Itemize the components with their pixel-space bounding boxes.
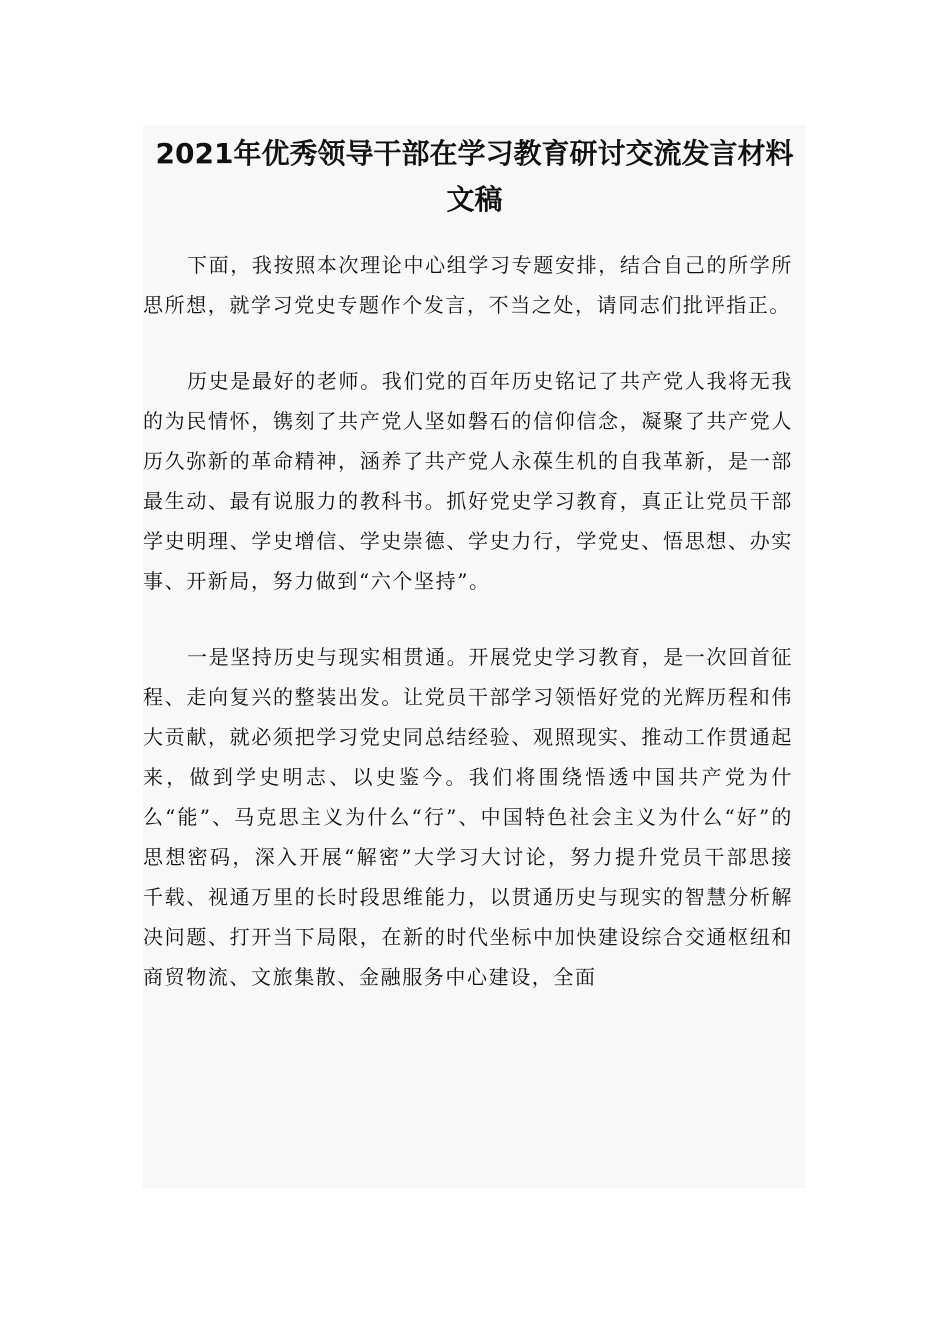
- document-page: [143, 125, 806, 1188]
- paragraph-point-one: 一是坚持历史与现实相贯通。开展党史学习教育，是一次回首征程、走向复兴的整装出发。让党员干部学习领悟好党的光辉历程和伟大贡献，就必须把学习党史同总结经验、观照现实、推动工作贯通起来，做到学史明志、以史鉴今。我们将围绕悟透中国共产党为什么“能”、马克思主义为什么“行”、中国特色社会主义为什么“好”的思想密码，深入开展“解密”大学习大讨论，努力提升党员干部思接千载、视通万里的长时段思维能力，以贯通历史与现实的智慧分析解决问题、打开当下局限，在新的时代坐标中加快建设综合交通枢纽和商贸物流、文旅集散、金融服务中心建设，全面: [143, 645, 793, 989]
- document-title: [143, 125, 806, 223]
- paragraph-intro: 下面，我按照本次理论中心组学习专题安排，结合自己的所学所思所想，就学习党史专题作个发言，不当之处，请同志们批评指正。: [143, 253, 793, 317]
- document-title-line-2: 文稿: [446, 183, 503, 216]
- document-title-line-1: 2021年优秀领导干部在学习教育研讨交流发言材料: [155, 137, 794, 170]
- document-body: [143, 245, 806, 997]
- paragraph-history: 历史是最好的老师。我们党的百年历史铭记了共产党人我将无我的为民情怀，镌刻了共产党人坚如磐石的信仰信念，凝聚了共产党人历久弥新的革命精神，涵养了共产党人永葆生机的自我革新，是一部最生动、最有说服力的教科书。抓好党史学习教育，真正让党员干部学史明理、学史增信、学史崇德、学史力行，学党史、悟思想、办实事、开新局，努力做到“六个坚持”。: [143, 369, 793, 593]
